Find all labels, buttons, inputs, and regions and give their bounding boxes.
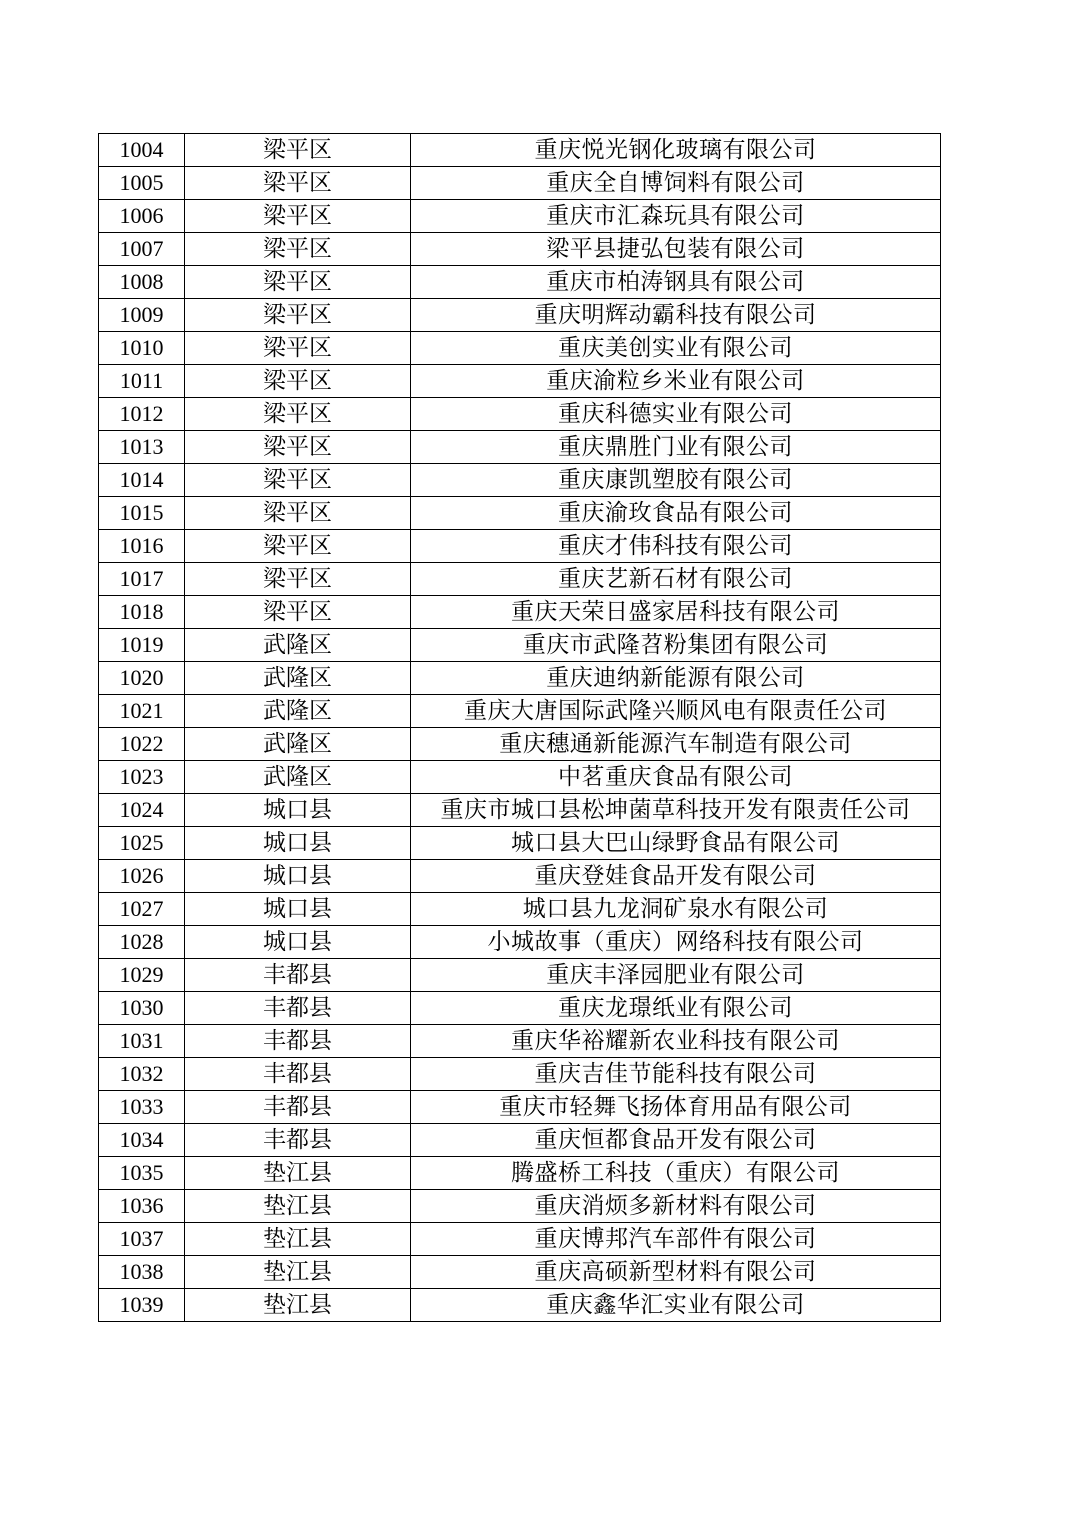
table-row	[99, 860, 941, 893]
serial-number-cell: 1026	[99, 860, 185, 893]
company-name-cell: 小城故事（重庆）网络科技有限公司	[411, 926, 941, 959]
district-cell: 武隆区	[185, 662, 411, 695]
company-name-cell: 重庆迪纳新能源有限公司	[411, 662, 941, 695]
serial-number-cell: 1030	[99, 992, 185, 1025]
district-cell: 城口县	[185, 827, 411, 860]
company-name-cell: 重庆美创实业有限公司	[411, 332, 941, 365]
table-row	[99, 167, 941, 200]
table-row	[99, 1190, 941, 1223]
serial-number-cell: 1008	[99, 266, 185, 299]
district-cell: 垫江县	[185, 1289, 411, 1322]
company-name-cell: 重庆全自博饲料有限公司	[411, 167, 941, 200]
company-name-cell: 重庆吉佳节能科技有限公司	[411, 1058, 941, 1091]
company-name-cell: 重庆穗通新能源汽车制造有限公司	[411, 728, 941, 761]
table-row	[99, 1091, 941, 1124]
serial-number-cell: 1016	[99, 530, 185, 563]
district-cell: 丰都县	[185, 1091, 411, 1124]
serial-number-cell: 1036	[99, 1190, 185, 1223]
district-cell: 武隆区	[185, 761, 411, 794]
serial-number-cell: 1011	[99, 365, 185, 398]
district-cell: 梁平区	[185, 233, 411, 266]
serial-number-cell: 1021	[99, 695, 185, 728]
table-row	[99, 266, 941, 299]
serial-number-cell: 1022	[99, 728, 185, 761]
company-name-cell: 重庆市柏涛钢具有限公司	[411, 266, 941, 299]
district-cell: 梁平区	[185, 596, 411, 629]
table-row	[99, 728, 941, 761]
district-cell: 梁平区	[185, 365, 411, 398]
table-row	[99, 530, 941, 563]
serial-number-cell: 1007	[99, 233, 185, 266]
table-row	[99, 563, 941, 596]
company-name-cell: 重庆科德实业有限公司	[411, 398, 941, 431]
table-row	[99, 695, 941, 728]
document-page	[98, 133, 940, 1322]
district-cell: 垫江县	[185, 1256, 411, 1289]
table-row	[99, 1223, 941, 1256]
serial-number-cell: 1018	[99, 596, 185, 629]
table-row	[99, 200, 941, 233]
district-cell: 垫江县	[185, 1223, 411, 1256]
table-row	[99, 893, 941, 926]
table-row	[99, 827, 941, 860]
company-name-cell: 重庆明辉动霸科技有限公司	[411, 299, 941, 332]
serial-number-cell: 1009	[99, 299, 185, 332]
table-row	[99, 629, 941, 662]
district-cell: 城口县	[185, 893, 411, 926]
district-cell: 丰都县	[185, 1058, 411, 1091]
serial-number-cell: 1012	[99, 398, 185, 431]
serial-number-cell: 1024	[99, 794, 185, 827]
company-name-cell: 重庆市轻舞飞扬体育用品有限公司	[411, 1091, 941, 1124]
company-name-cell: 腾盛桥工科技（重庆）有限公司	[411, 1157, 941, 1190]
table-row	[99, 365, 941, 398]
table-row	[99, 794, 941, 827]
table-row	[99, 1058, 941, 1091]
district-cell: 梁平区	[185, 299, 411, 332]
district-cell: 梁平区	[185, 200, 411, 233]
company-name-cell: 中茗重庆食品有限公司	[411, 761, 941, 794]
company-name-cell: 重庆消烦多新材料有限公司	[411, 1190, 941, 1223]
company-name-cell: 重庆博邦汽车部件有限公司	[411, 1223, 941, 1256]
company-name-cell: 重庆登娃食品开发有限公司	[411, 860, 941, 893]
table-body	[99, 134, 941, 1322]
company-name-cell: 城口县九龙洞矿泉水有限公司	[411, 893, 941, 926]
company-name-cell: 重庆鼎胜门业有限公司	[411, 431, 941, 464]
district-cell: 城口县	[185, 794, 411, 827]
company-name-cell: 重庆康凯塑胶有限公司	[411, 464, 941, 497]
serial-number-cell: 1032	[99, 1058, 185, 1091]
table-row	[99, 596, 941, 629]
table-row	[99, 464, 941, 497]
district-cell: 丰都县	[185, 1025, 411, 1058]
serial-number-cell: 1028	[99, 926, 185, 959]
serial-number-cell: 1017	[99, 563, 185, 596]
district-cell: 梁平区	[185, 497, 411, 530]
serial-number-cell: 1027	[99, 893, 185, 926]
company-name-cell: 重庆才伟科技有限公司	[411, 530, 941, 563]
company-name-cell: 重庆华裕耀新农业科技有限公司	[411, 1025, 941, 1058]
serial-number-cell: 1038	[99, 1256, 185, 1289]
company-name-cell: 重庆天荣日盛家居科技有限公司	[411, 596, 941, 629]
serial-number-cell: 1019	[99, 629, 185, 662]
table-row	[99, 959, 941, 992]
table-row	[99, 1025, 941, 1058]
serial-number-cell: 1005	[99, 167, 185, 200]
serial-number-cell: 1014	[99, 464, 185, 497]
district-cell: 垫江县	[185, 1157, 411, 1190]
table-row	[99, 662, 941, 695]
table-row	[99, 497, 941, 530]
district-cell: 武隆区	[185, 629, 411, 662]
district-cell: 梁平区	[185, 167, 411, 200]
table-row	[99, 398, 941, 431]
serial-number-cell: 1037	[99, 1223, 185, 1256]
serial-number-cell: 1013	[99, 431, 185, 464]
serial-number-cell: 1033	[99, 1091, 185, 1124]
company-name-cell: 重庆艺新石材有限公司	[411, 563, 941, 596]
district-cell: 梁平区	[185, 530, 411, 563]
table-row	[99, 992, 941, 1025]
company-name-cell: 重庆龙璟纸业有限公司	[411, 992, 941, 1025]
serial-number-cell: 1023	[99, 761, 185, 794]
serial-number-cell: 1029	[99, 959, 185, 992]
company-name-cell: 重庆渝粒乡米业有限公司	[411, 365, 941, 398]
company-name-cell: 重庆丰泽园肥业有限公司	[411, 959, 941, 992]
company-name-cell: 重庆恒都食品开发有限公司	[411, 1124, 941, 1157]
serial-number-cell: 1035	[99, 1157, 185, 1190]
table-row	[99, 134, 941, 167]
district-cell: 城口县	[185, 860, 411, 893]
district-cell: 丰都县	[185, 1124, 411, 1157]
district-cell: 丰都县	[185, 992, 411, 1025]
company-name-cell: 重庆高硕新型材料有限公司	[411, 1256, 941, 1289]
district-cell: 城口县	[185, 926, 411, 959]
table-row	[99, 1157, 941, 1190]
serial-number-cell: 1034	[99, 1124, 185, 1157]
serial-number-cell: 1025	[99, 827, 185, 860]
district-cell: 垫江县	[185, 1190, 411, 1223]
serial-number-cell: 1031	[99, 1025, 185, 1058]
district-cell: 丰都县	[185, 959, 411, 992]
serial-number-cell: 1010	[99, 332, 185, 365]
serial-number-cell: 1004	[99, 134, 185, 167]
company-name-cell: 重庆市城口县松坤菌草科技开发有限责任公司	[411, 794, 941, 827]
district-cell: 梁平区	[185, 398, 411, 431]
company-list-table	[98, 133, 941, 1322]
district-cell: 武隆区	[185, 695, 411, 728]
table-row	[99, 233, 941, 266]
table-row	[99, 332, 941, 365]
serial-number-cell: 1039	[99, 1289, 185, 1322]
company-name-cell: 重庆大唐国际武隆兴顺风电有限责任公司	[411, 695, 941, 728]
district-cell: 梁平区	[185, 134, 411, 167]
company-name-cell: 重庆市汇森玩具有限公司	[411, 200, 941, 233]
company-name-cell: 重庆渝玫食品有限公司	[411, 497, 941, 530]
table-row	[99, 926, 941, 959]
district-cell: 梁平区	[185, 266, 411, 299]
district-cell: 武隆区	[185, 728, 411, 761]
table-row	[99, 431, 941, 464]
company-name-cell: 梁平县捷弘包装有限公司	[411, 233, 941, 266]
district-cell: 梁平区	[185, 563, 411, 596]
district-cell: 梁平区	[185, 431, 411, 464]
company-name-cell: 重庆市武隆苕粉集团有限公司	[411, 629, 941, 662]
company-name-cell: 城口县大巴山绿野食品有限公司	[411, 827, 941, 860]
table-row	[99, 299, 941, 332]
table-row	[99, 1256, 941, 1289]
serial-number-cell: 1006	[99, 200, 185, 233]
company-name-cell: 重庆鑫华汇实业有限公司	[411, 1289, 941, 1322]
district-cell: 梁平区	[185, 332, 411, 365]
company-name-cell: 重庆悦光钢化玻璃有限公司	[411, 134, 941, 167]
serial-number-cell: 1020	[99, 662, 185, 695]
table-row	[99, 1289, 941, 1322]
serial-number-cell: 1015	[99, 497, 185, 530]
district-cell: 梁平区	[185, 464, 411, 497]
table-row	[99, 761, 941, 794]
table-row	[99, 1124, 941, 1157]
